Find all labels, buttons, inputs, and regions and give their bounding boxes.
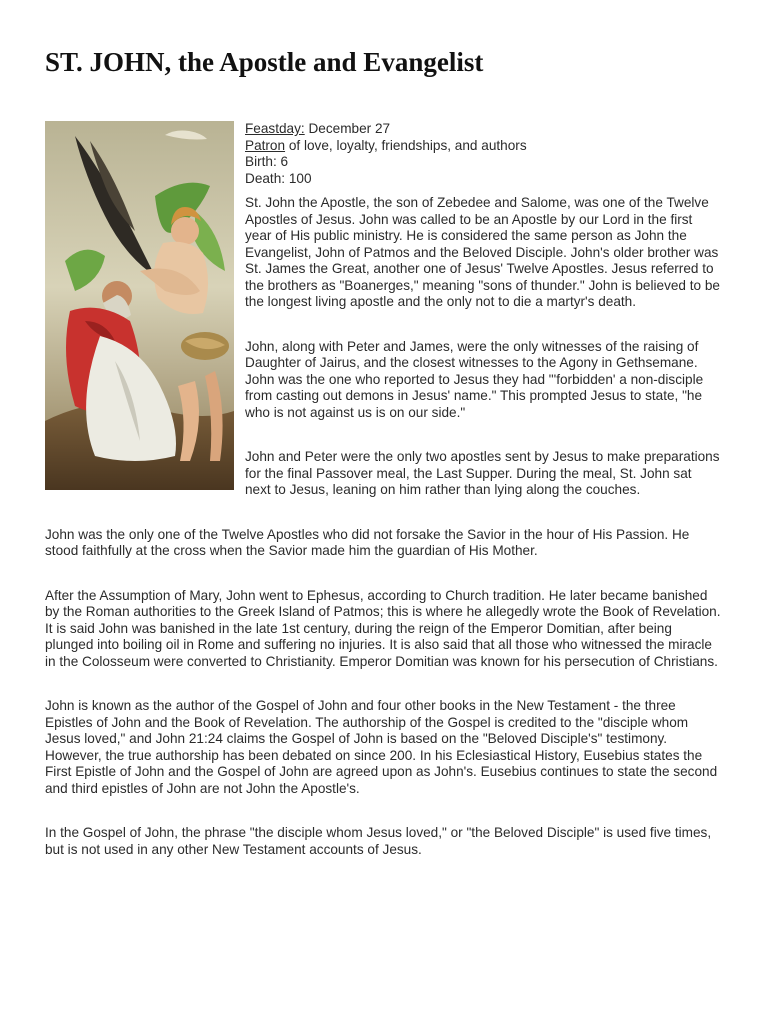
paragraph: St. John the Apostle, the son of Zebedee and Salome, was one of the Twelve Apostles of Jesus. John was called to be an Apostle by our Lord in the first year of His public ministry. He is considered the same person as John the Evangelist, John of Patmos and the Beloved Disciple. John's older brother was St. James the Great, another one of Jesus' Twelve Apostles. Jesus referred to the brothers as "Boanerges," meaning "sons of thunder." John is believed to be the longest living apostle and the only not to die a martyr's death.	[245, 195, 720, 309]
paragraph: In the Gospel of John, the phrase "the disciple whom Jesus loved," or "the Beloved Disciple" is used five times, but is not used in any other New Testament accounts of Jesus.	[45, 825, 712, 857]
painting-illustration	[45, 121, 234, 490]
birth-line: Birth: 6	[245, 154, 289, 169]
feastday-value: December 27	[304, 121, 391, 136]
paragraph: John was the only one of the Twelve Apostles who did not forsake the Savior in the hour of His Passion. He stood faithfully at the cross when the Savior made him the guardian of His Mother.	[45, 526, 690, 558]
paragraph: After the Assumption of Mary, John went to Ephesus, according to Church tradition. He later became banished by the Roman authorities to the Greek Island of Patmos; this is where he allegedly wrote the Book of Revelation. It is said John was banished in the late 1st century, during the reign of the Emperor Domitian, after being plunged into boiling oil in Rome and suffering no injuries. It is also said that all those who witnessed the miracle in the Colosseum were converted to Christianity. Emperor Domitian was known for his persecution of Christians.	[45, 587, 721, 669]
death-line: Death: 100	[245, 170, 312, 186]
paragraph: John and Peter were the only two apostles sent by Jesus to make preparations for the final Passover meal, the Last Supper. During the meal, St. John sat next to Jesus, leaning on him rather than lying along the couches.	[245, 449, 720, 497]
article-body	[45, 121, 721, 886]
saint-john-angel-painting	[45, 121, 234, 490]
paragraph: John is known as the author of the Gospel of John and four other books in the New Testament - the three Epistles of John and the Book of Revelation. The authorship of the Gospel is credited to the "disciple whom Jesus loved," and John 21:24 claims the Gospel of John is based on the "Beloved Disciple's" testimony. However, the true authorship has been debated on since 200. In his Eclesiastical History, Eusebius states the First Epistle of John and the Gospel of John are agreed upon as John's. Eusebius continues to state the second and third epistles of John are not John the Apostle's.	[45, 698, 718, 796]
feastday-link[interactable]: Feastday:	[245, 121, 305, 136]
paragraph: John, along with Peter and James, were the only witnesses of the raising of Daughter of Jairus, and the closest witnesses to the Agony in Gethsemane. John was the one who reported to Jesus they had "'forbidden' a non-disciple from casting out demons in Jesus' name." This prompted Jesus to state, "he who is not against us is on our side."	[245, 338, 704, 420]
patron-value: of love, loyalty, friendships, and authors	[285, 137, 527, 153]
page-title: ST. JOHN, the Apostle and Evangelist	[45, 47, 484, 77]
patron-link[interactable]: Patron	[245, 137, 286, 153]
